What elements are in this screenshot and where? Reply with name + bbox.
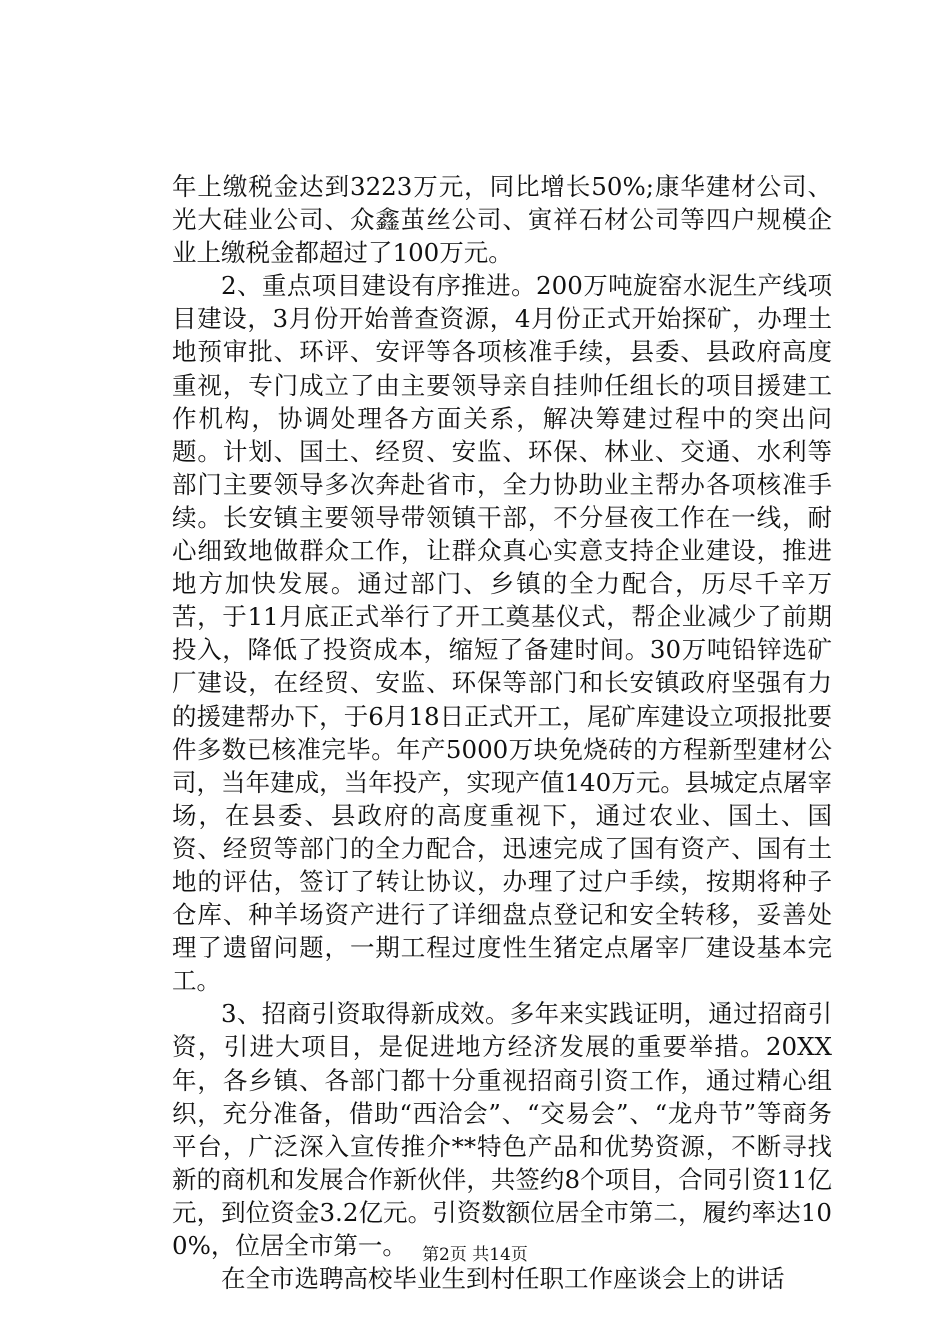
paragraph-tax-summary: 年上缴税金达到3223万元，同比增长50%;康华建材公司、光大硅业公司、众鑫茧丝公司、寅祥石材公司等四户规模企业上缴税金都超过了100万元。 (172, 172, 832, 268)
paragraph-key-projects: 2、重点项目建设有序推进。200万吨旋窑水泥生产线项目建设，3月份开始普查资源，4月份正式开始探矿，办理土地预审批、环评、安评等各项核准手续，县委、县政府高度重视，专门成立了由主要领导亲自挂帅任组长的项目援建工作机构，协调处理各方面关系，解决筹建过程中的突出问题。计划、国土、经贸、安监、环保、林业、交通、水利等部门主要领导多次奔赴省市，全力协助业主帮办各项核准手续。长安镇主要领导带领镇干部，不分昼夜工作在一线，耐心细致地做群众工作，让群众真心实意支持企业建设，推进地方加快发展。通过部门、乡镇的全力配合，历尽千辛万苦，于11月底正式举行了开工奠基仪式，帮企业减少了前期投入，降低了投资成本，缩短了备建时间。30万吨铅锌选矿厂建设，在经贸、安监、环保等部门和长安镇政府坚强有力的援建帮办下，于6月18日正式开工，尾矿库建设立项报批要件多数已核准完毕。年产5000万块免烧砖的方程新型建材公司，当年建成，当年投产，实现产值140万元。县城定点屠宰场，在县委、县政府的高度重视下，通过农业、国土、国资、经贸等部门的全力配合，迅速完成了国有资产、国有土地的评估，签订了转让协议，办理了过户手续，按期将种子仓库、种羊场资产进行了详细盘点登记和安全转移，妥善处理了遗留问题，一期工程过度性生猪定点屠宰厂建设基本完工。 (172, 271, 832, 996)
document-body (172, 170, 832, 1295)
page-footer: 第2页 共14页 (422, 1245, 528, 1265)
paragraph-investment: 3、招商引资取得新成效。多年来实践证明，通过招商引资，引进大项目，是促进地方经济发展的重要举措。20XX年，各乡镇、各部门都十分重视招商引资工作，通过精心组织，充分准备，借助“西洽会”、“交易会”、“龙舟节”等商务平台，广泛深入宣传推介**特色产品和优势资源，不断寻找新的商机和发展合作新伙伴，共签约8个项目，合同引资11亿元，到位资金3.2亿元。引资数额位居全市第二，履约率达100%，位居全市第一。 (172, 999, 832, 1260)
paragraph-speech-title: 在全市选聘高校毕业生到村任职工作座谈会上的讲话 (221, 1264, 785, 1294)
